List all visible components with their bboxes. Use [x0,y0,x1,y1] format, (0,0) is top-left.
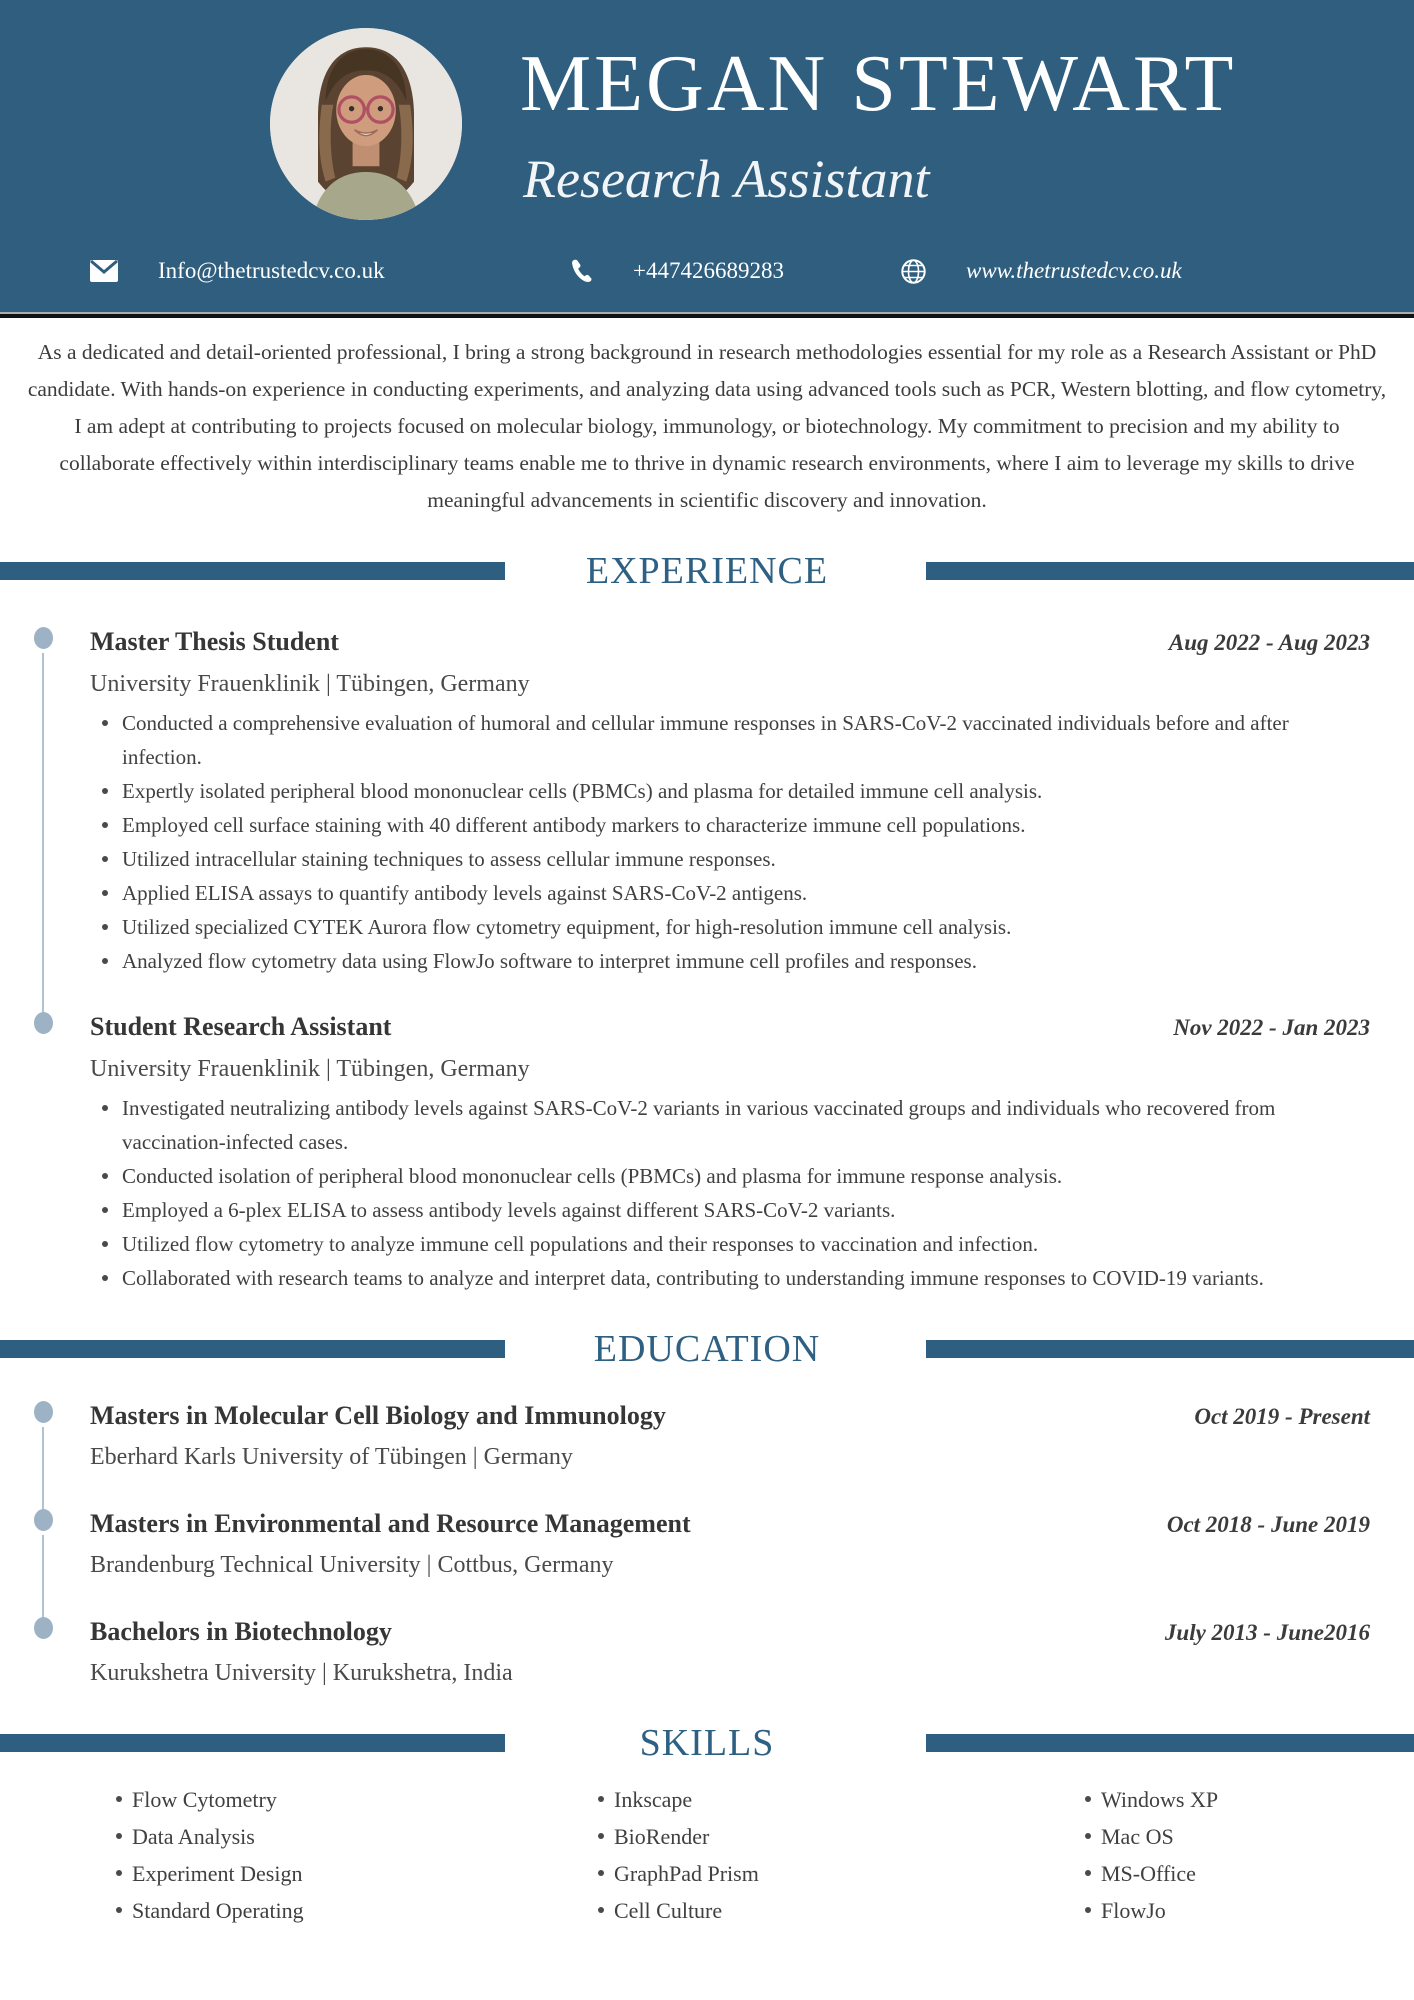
heading-bar-left [0,1340,505,1358]
school-name: Brandenburg Technical University | Cottbus, Germany [90,1552,614,1578]
job-title-text: Student Research Assistant [90,1012,392,1041]
school-name: Kurukshetra University | Kurukshetra, India [90,1660,513,1686]
skill-item: Flow Cytometry [104,1781,586,1818]
skills-columns [0,1781,1414,1929]
contact-phone[interactable] [571,258,784,284]
skill-item: Experiment Design [104,1855,586,1892]
heading-bar-right [926,562,1414,580]
job-organization: University Frauenklinik | Tübingen, Germany [90,1056,530,1082]
heading-bar-right [926,1734,1414,1752]
envelope-icon [90,260,118,282]
contact-bar [0,258,1414,294]
job-bullet: Analyzed flow cytometry data using FlowJo software to interpret immune cell profiles and responses. [90,944,1370,978]
job-bullet: Utilized flow cytometry to analyze immune cell populations and their responses to vaccination and infection. [90,1227,1370,1261]
experience-entry [90,625,1370,978]
skill-item: FlowJo [1073,1892,1414,1929]
job-bullet: Conducted isolation of peripheral blood mononuclear cells (PBMCs) and plasma for immune response analysis. [90,1159,1370,1193]
experience-list [0,625,1414,1295]
person-name: MEGAN STEWART [520,40,1237,128]
website-text: www.thetrustedcv.co.uk [966,258,1182,283]
job-bullet: Applied ELISA assays to quantify antibody levels against SARS-CoV-2 antigens. [90,876,1370,910]
skills-column [104,1781,586,1929]
education-section-title: EDUCATION [593,1328,821,1370]
degree-title: Masters in Environmental and Resource Management [90,1509,691,1538]
education-entry [90,1399,1370,1473]
skill-item: MS-Office [1073,1855,1414,1892]
school-name: Eberhard Karls University of Tübingen | Germany [90,1444,573,1470]
experience-entry [90,1010,1370,1295]
skills-column [586,1781,1073,1929]
job-bullet-list [90,706,1370,978]
education-list [0,1399,1414,1689]
skill-item: BioRender [586,1818,1073,1855]
job-dates: Aug 2022 - Aug 2023 [1168,630,1370,655]
skill-item: Standard Operating [104,1892,586,1929]
contact-website[interactable] [901,258,1182,284]
heading-bar-right [926,1340,1414,1358]
heading-bar-left [0,1734,505,1752]
skill-item: Mac OS [1073,1818,1414,1855]
education-entry [90,1507,1370,1581]
job-bullet: Utilized specialized CYTEK Aurora flow cytometry equipment, for high-resolution immune cell analysis. [90,910,1370,944]
skills-section-title: SKILLS [639,1722,775,1764]
job-bullet: Collaborated with research teams to analyze and interpret data, contributing to understanding immune responses to COVID-19 variants. [90,1261,1370,1295]
job-bullet: Utilized intracellular staining techniques to assess cellular immune responses. [90,842,1370,876]
email-text: Info@thetrustedcv.co.uk [158,258,385,283]
experience-section-title: EXPERIENCE [585,550,829,592]
job-bullet: Employed cell surface staining with 40 different antibody markers to characterize immune cell populations. [90,808,1370,842]
job-bullet: Employed a 6-plex ELISA to assess antibody levels against different SARS-CoV-2 variants. [90,1193,1370,1227]
header [0,0,1414,312]
skill-item: Windows XP [1073,1781,1414,1818]
degree-dates: Oct 2018 - June 2019 [1166,1512,1370,1537]
job-organization: University Frauenklinik | Tübingen, Germany [90,671,530,697]
profile-photo [270,28,462,220]
skill-item: GraphPad Prism [586,1855,1073,1892]
job-bullet-list [90,1091,1370,1295]
profile-photo-illustration [270,28,462,220]
contact-email[interactable] [90,258,385,284]
phone-icon [571,259,593,283]
skill-item: Cell Culture [586,1892,1073,1929]
skill-item: Data Analysis [104,1818,586,1855]
education-section-heading [0,1325,1414,1373]
heading-bar-left [0,562,505,580]
profile-summary: As a dedicated and detail-oriented professional, I bring a strong background in research methodologies essential for my role as a Research Assistant or PhD candidate. With hands-on experience in conducting experiments, and analyzing data using advanced tools such as PCR, Western blotting, and flow cytometry, I am adept at contributing to projects focused on molecular biology, immunology, or biotechnology. My commitment to precision and my ability to collaborate effectively within interdisciplinary teams enable me to thrive in dynamic research environments, where I aim to leverage my skills to drive meaningful advancements in scientific discovery and innovation. [27,340,1387,512]
globe-icon [901,259,926,284]
job-dates: Nov 2022 - Jan 2023 [1173,1015,1370,1040]
education-entry [90,1615,1370,1689]
degree-dates: July 2013 - June2016 [1164,1620,1370,1645]
job-title-text: Master Thesis Student [90,627,339,656]
skill-item: Inkscape [586,1781,1073,1818]
header-divider-dark [0,314,1414,318]
skills-section-heading [0,1719,1414,1767]
degree-title: Masters in Molecular Cell Biology and Immunology [90,1401,666,1430]
job-bullet: Expertly isolated peripheral blood mononuclear cells (PBMCs) and plasma for detailed immune cell analysis. [90,774,1370,808]
experience-section-heading [0,547,1414,595]
job-bullet: Conducted a comprehensive evaluation of humoral and cellular immune responses in SARS-CoV-2 vaccinated individuals before and after infection. [90,706,1370,774]
degree-title: Bachelors in Biotechnology [90,1617,392,1646]
job-bullet: Investigated neutralizing antibody levels against SARS-CoV-2 variants in various vaccinated groups and individuals who recovered from vaccination-infected cases. [90,1091,1370,1159]
person-job-title: Research Assistant [523,149,930,209]
phone-text: +447426689283 [633,258,784,283]
degree-dates: Oct 2019 - Present [1194,1404,1370,1429]
skills-column [1073,1781,1414,1929]
